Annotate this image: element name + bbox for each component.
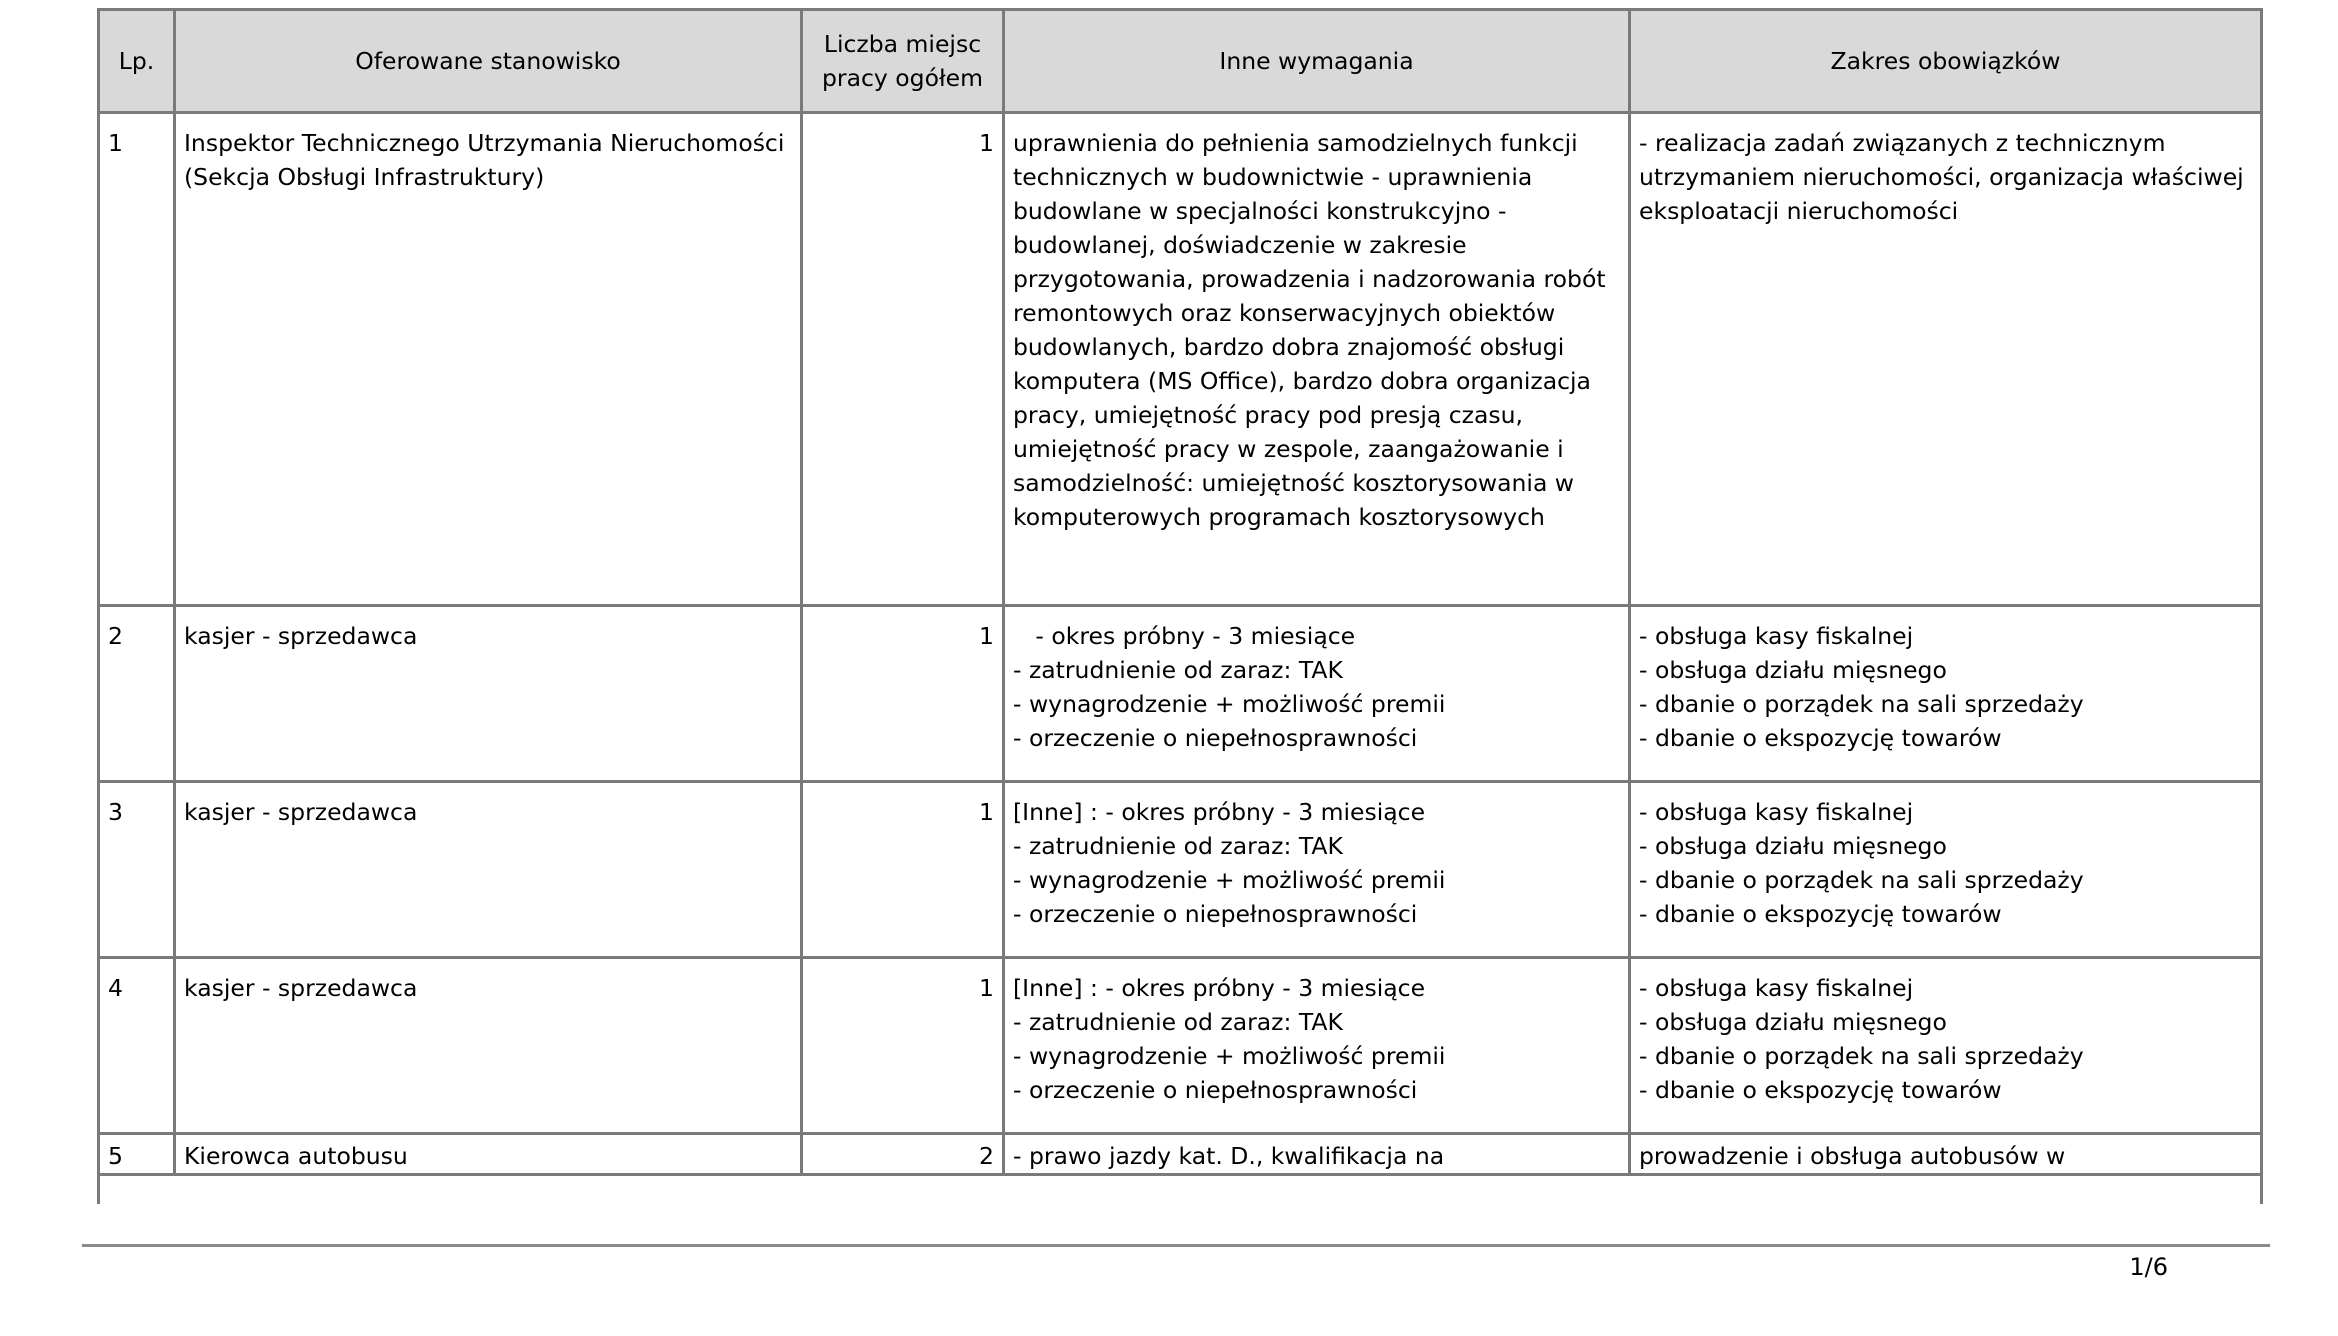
table-row [99, 1134, 2262, 1175]
duties-text: - obsługa kasy fiskalnej - obsługa działu mięsnego - dbanie o porządek na sali sprzedaży - dbanie o ekspozycję towarów [1639, 622, 2084, 752]
footer-divider [82, 1244, 2270, 1247]
cell-duties [1630, 113, 2262, 606]
requirements-text: - prawo jazdy kat. D., kwalifikacja na [1013, 1142, 1445, 1170]
position-name: Inspektor Technicznego Utrzymania Nieruchomości (Sekcja Obsługi Infrastruktury) [184, 129, 792, 191]
cell-count [802, 606, 1004, 782]
cell-duties [1630, 782, 2262, 958]
row-number: 5 [108, 1142, 123, 1170]
job-count: 2 [979, 1142, 994, 1170]
table-row [99, 606, 2262, 782]
position-name: kasjer - sprzedawca [184, 798, 418, 826]
cell-requirements [1004, 113, 1630, 606]
cell-count [802, 1134, 1004, 1175]
requirements-text: - okres próbny - 3 miesiące - zatrudnienie od zaraz: TAK - wynagrodzenie + możliwość premii - orzeczenie o niepełnosprawności [1013, 622, 1446, 752]
cell-lp [99, 606, 175, 782]
cell-position [175, 958, 802, 1134]
duties-text: prowadzenie i obsługa autobusów w [1639, 1142, 2066, 1170]
cell-lp [99, 113, 175, 606]
header-position: Oferowane stanowisko [175, 10, 802, 113]
requirements-text: [Inne] : - okres próbny - 3 miesiące - zatrudnienie od zaraz: TAK - wynagrodzenie + możliwość premii - orzeczenie o niepełnosprawności [1013, 974, 1446, 1104]
cell-count [802, 113, 1004, 606]
job-offers-table [97, 8, 2263, 1204]
cell-position [175, 1134, 802, 1175]
table-continuation [99, 1175, 2262, 1205]
job-count: 1 [979, 622, 994, 650]
cell-requirements [1004, 606, 1630, 782]
cell-position [175, 606, 802, 782]
cell-duties [1630, 1134, 2262, 1175]
position-name: kasjer - sprzedawca [184, 974, 418, 1002]
job-count: 1 [979, 798, 994, 826]
cell-count [802, 782, 1004, 958]
page-number: 1/6 [2129, 1253, 2168, 1281]
cell-position [175, 113, 802, 606]
row-number: 1 [108, 129, 123, 157]
row-number: 4 [108, 974, 123, 1002]
header-row [99, 10, 2262, 113]
cell-duties [1630, 958, 2262, 1134]
cell-lp [99, 1134, 175, 1175]
continuation-cell [99, 1175, 2262, 1205]
requirements-text: uprawnienia do pełnienia samodzielnych funkcji technicznych w budownictwie - uprawnienia budowlane w specjalności konstrukcyjno - budowlanej, doświadczenie w zakresie przygotowania, prowadzenia i nadzorowania robót remontowych oraz konserwacyjnych obiektów budowlanych, bardzo dobra znajomość obsługi komputera (MS Office), bardzo dobra organizacja pracy, umiejętność pracy pod presją czasu, umiejętność pracy w zespole, zaangażowanie i samodzielność: umiejętność kosztorysowania w komputerowych programach kosztorysowych [1013, 129, 1614, 531]
requirements-text: [Inne] : - okres próbny - 3 miesiące - zatrudnienie od zaraz: TAK - wynagrodzenie + możliwość premii - orzeczenie o niepełnosprawności [1013, 798, 1446, 928]
cell-duties [1630, 606, 2262, 782]
cell-requirements [1004, 1134, 1630, 1175]
cell-lp [99, 782, 175, 958]
cell-requirements [1004, 958, 1630, 1134]
duties-text: - obsługa kasy fiskalnej - obsługa działu mięsnego - dbanie o porządek na sali sprzedaży - dbanie o ekspozycję towarów [1639, 974, 2084, 1104]
header-duties: Zakres obowiązków [1630, 10, 2262, 113]
table-header [99, 10, 2262, 113]
table-row [99, 113, 2262, 606]
position-name: kasjer - sprzedawca [184, 622, 418, 650]
duties-text: - realizacja zadań związanych z technicznym utrzymaniem nieruchomości, organizacja właściwej eksploatacji nieruchomości [1639, 129, 2252, 225]
job-count: 1 [979, 974, 994, 1002]
cell-position [175, 782, 802, 958]
cell-count [802, 958, 1004, 1134]
header-count: Liczba miejsc pracy ogółem [802, 10, 1004, 113]
header-lp: Lp. [99, 10, 175, 113]
header-requirements: Inne wymagania [1004, 10, 1630, 113]
table-row [99, 958, 2262, 1134]
row-number: 3 [108, 798, 123, 826]
position-name: Kierowca autobusu [184, 1142, 408, 1170]
row-number: 2 [108, 622, 123, 650]
job-count: 1 [979, 129, 994, 157]
cell-requirements [1004, 782, 1630, 958]
table-body [99, 113, 2262, 1205]
duties-text: - obsługa kasy fiskalnej - obsługa działu mięsnego - dbanie o porządek na sali sprzedaży - dbanie o ekspozycję towarów [1639, 798, 2084, 928]
table-row [99, 782, 2262, 958]
cell-lp [99, 958, 175, 1134]
